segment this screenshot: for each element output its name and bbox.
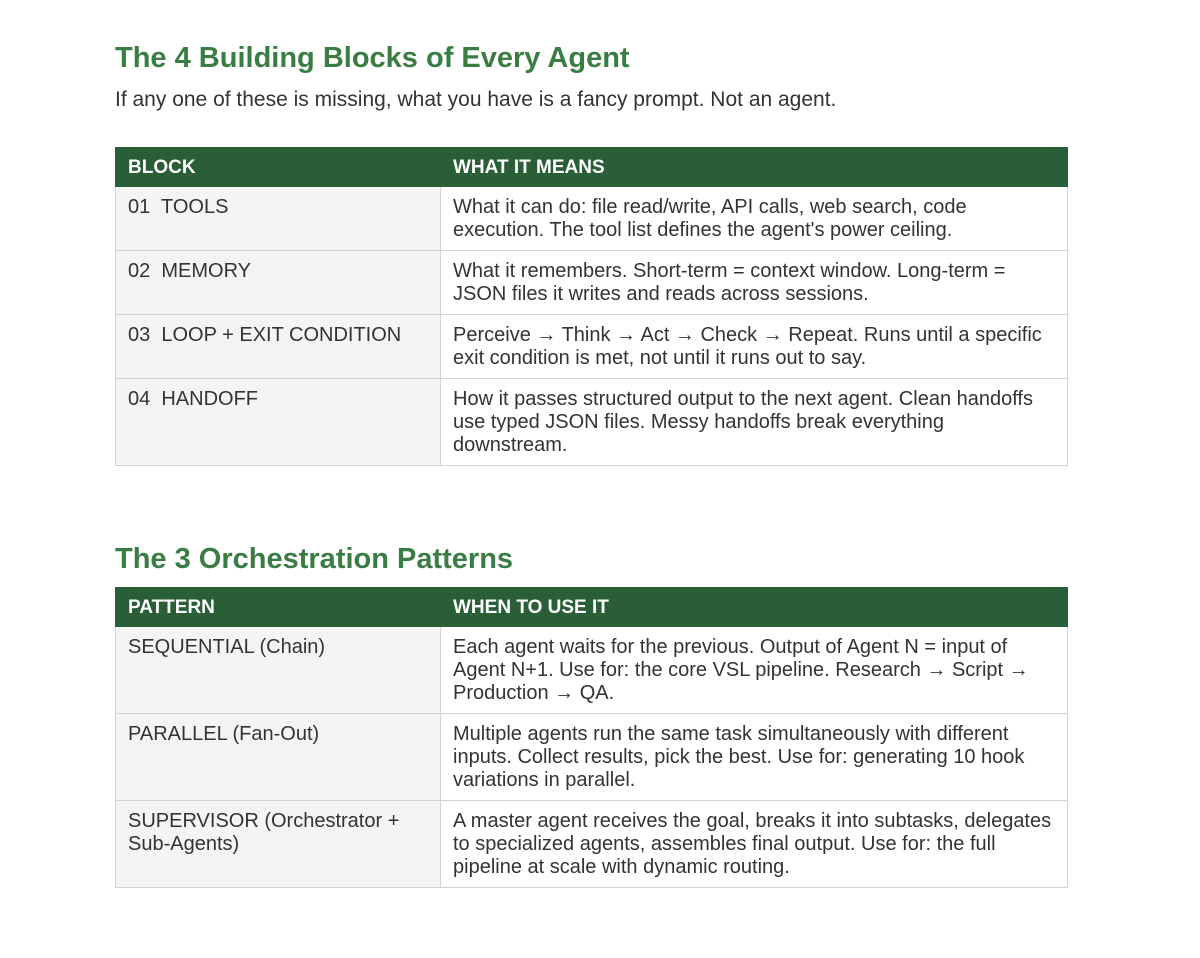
table-row [116,627,1068,714]
block-description-loop: Perceive → Think → Act → Check → Repeat. Runs until a specific exit condition is met, not until it runs out to say. [441,315,1068,379]
pattern-label-supervisor: SUPERVISOR (Orchestrator + Sub-Agents) [116,801,441,888]
table-row [116,801,1068,888]
block-label-memory: 02 MEMORY [116,251,441,315]
table-row [116,315,1068,379]
building-blocks-table [115,147,1068,466]
section-subtitle-building-blocks: If any one of these is missing, what you have is a fancy prompt. Not an agent. [115,88,837,111]
block-label-loop: 03 LOOP + EXIT CONDITION [116,315,441,379]
orchestration-patterns-table [115,587,1068,888]
section-title-building-blocks: The 4 Building Blocks of Every Agent [115,42,630,74]
column-header-pattern: PATTERN [116,588,441,627]
block-description-tools: What it can do: file read/write, API calls, web search, code execution. The tool list defines the agent's power ceiling. [441,187,1068,251]
block-description-handoff: How it passes structured output to the next agent. Clean handoffs use typed JSON files. Messy handoffs break everything downstream. [441,379,1068,466]
block-label-tools: 01 TOOLS [116,187,441,251]
table-row [116,187,1068,251]
section-title-orchestration-patterns: The 3 Orchestration Patterns [115,543,514,575]
table-row [116,379,1068,466]
table-header-row [116,588,1068,627]
block-label-handoff: 04 HANDOFF [116,379,441,466]
column-header-what-it-means: WHAT IT MEANS [441,148,1068,187]
column-header-when-to-use: WHEN TO USE IT [441,588,1068,627]
block-description-memory: What it remembers. Short-term = context window. Long-term = JSON files it writes and reads across sessions. [441,251,1068,315]
column-header-block: BLOCK [116,148,441,187]
pattern-description-supervisor: A master agent receives the goal, breaks it into subtasks, delegates to specialized agents, assembles final output. Use for: the full pipeline at scale with dynamic routing. [441,801,1068,888]
pattern-label-parallel: PARALLEL (Fan-Out) [116,714,441,801]
table-header-row [116,148,1068,187]
pattern-label-sequential: SEQUENTIAL (Chain) [116,627,441,714]
table-row [116,714,1068,801]
pattern-description-sequential: Each agent waits for the previous. Output of Agent N = input of Agent N+1. Use for: the core VSL pipeline. Research → Script → Production → QA. [441,627,1068,714]
table-row [116,251,1068,315]
pattern-description-parallel: Multiple agents run the same task simultaneously with different inputs. Collect results, pick the best. Use for: generating 10 hook variations in parallel. [441,714,1068,801]
